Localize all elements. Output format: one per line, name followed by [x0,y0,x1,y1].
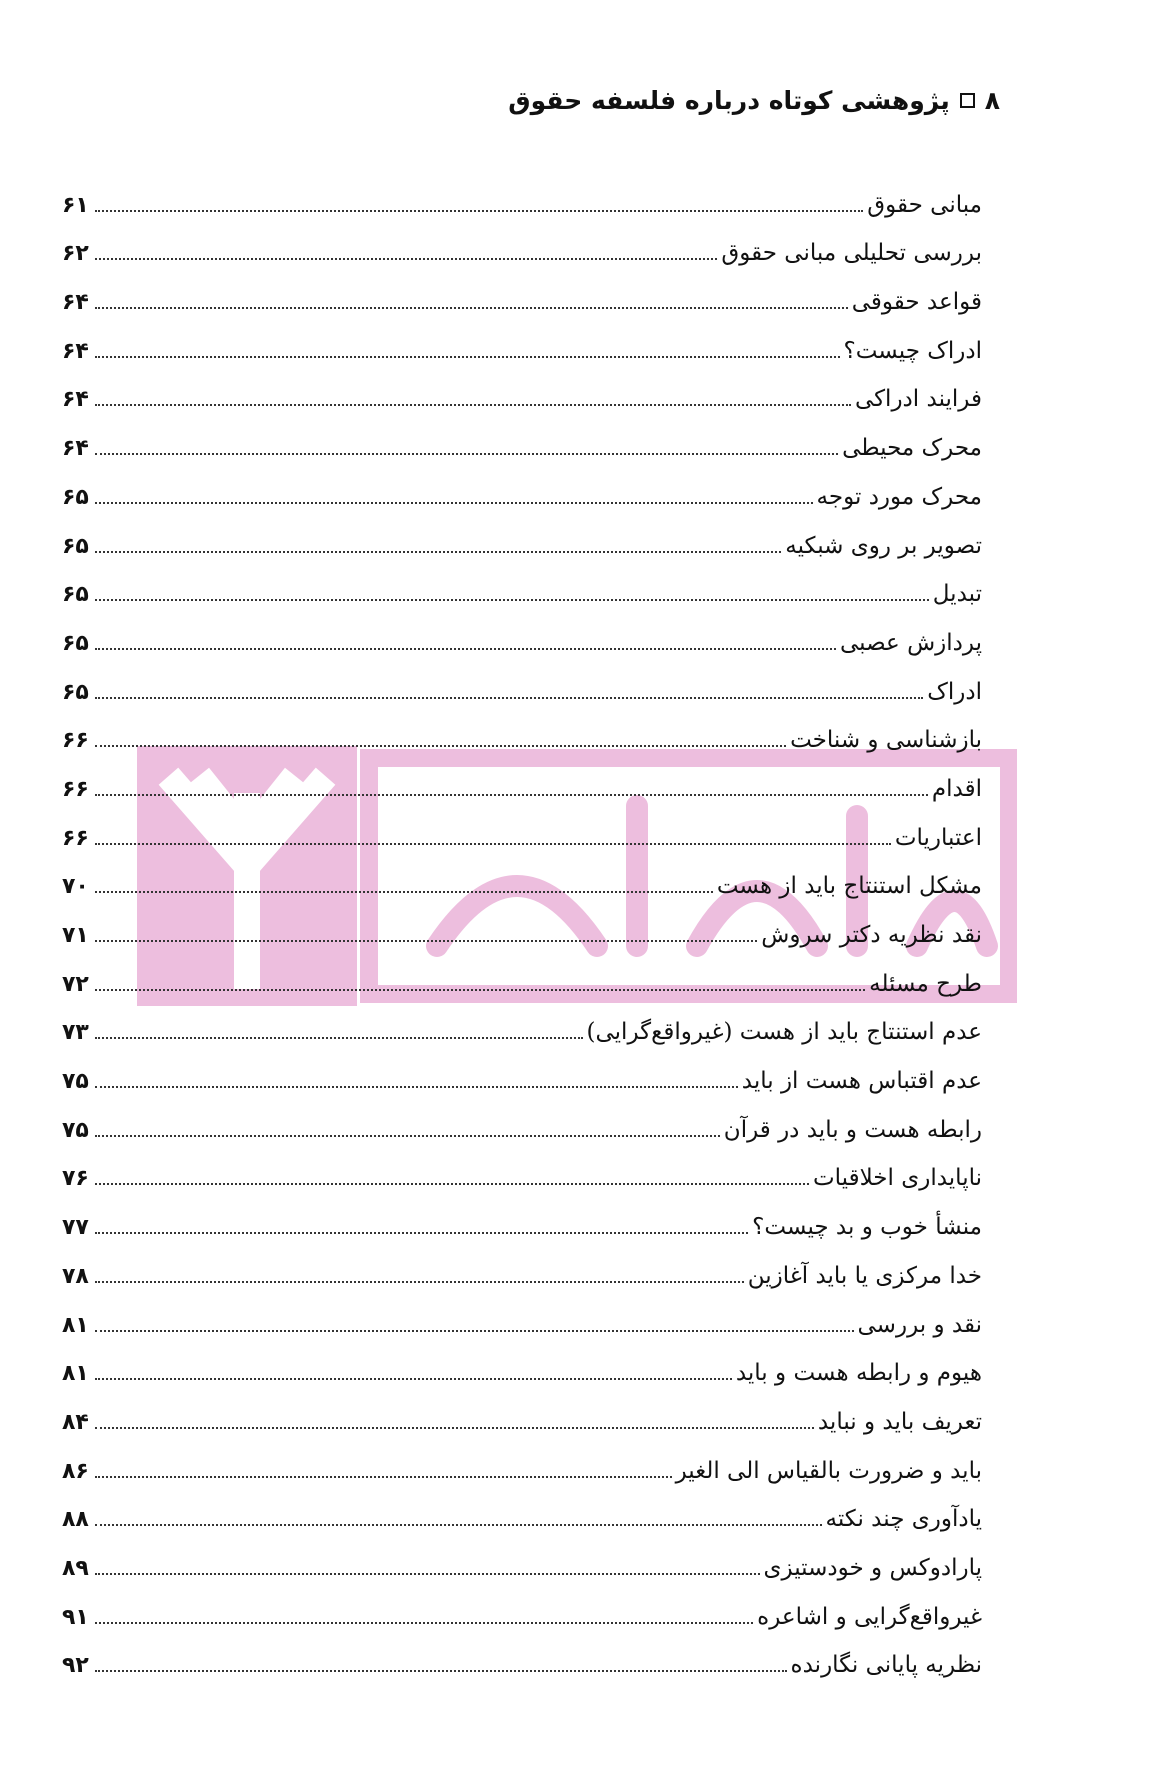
toc-entry-title: تبدیل [932,581,982,608]
toc-entry-title: ادراک چیست؟ [843,337,982,364]
toc-entry [62,411,982,460]
dot-leader [95,356,840,358]
toc-entry-page: ۶۴ [62,387,89,413]
toc-entry [62,1531,982,1580]
toc-entry-page: ۶۵ [62,533,89,559]
toc-entry-title: بررسی تحلیلی مبانی حقوق [721,240,982,267]
toc-entry-title: نظریه پایانی نگارنده [790,1652,982,1679]
toc-entry [62,606,982,655]
dot-leader [95,1281,744,1283]
toc-entry-title: تعریف باید و نباید [817,1408,982,1435]
toc-entry-title: هیوم و رابطه هست و باید [735,1360,982,1387]
dot-leader [95,940,757,942]
dot-leader [95,989,865,991]
toc-entry-title: منشأ خوب و بد چیست؟ [752,1214,982,1241]
dot-leader [95,453,838,455]
toc-entry-title: مبانی حقوق [867,191,982,218]
toc-entry-page: ۸۴ [62,1409,89,1435]
dot-leader [95,210,863,212]
toc-entry-title: محرک محیطی [842,435,982,462]
dot-leader [95,1330,854,1332]
dot-leader [95,1037,583,1039]
dot-leader [95,843,891,845]
toc-entry-title: اعتباریات [894,824,982,851]
toc-entry-page: ۷۰ [62,874,89,900]
book-title: پژوهشی کوتاه درباره فلسفه حقوق [508,86,950,115]
toc-entry [62,947,982,996]
toc-entry [62,1190,982,1239]
square-bullet-icon [960,93,975,108]
toc-entry-title: ادراک [927,678,982,705]
toc-entry [62,460,982,509]
toc-entry-page: ۷۷ [62,1215,89,1241]
dot-leader [95,1378,732,1380]
toc-entry [62,655,982,704]
dot-leader [95,404,851,406]
dot-leader [95,1427,814,1429]
toc-entry-title: غیرواقع‌گرایی و اشاعره [757,1603,982,1630]
toc-entry [62,217,982,266]
dot-leader [95,1232,748,1234]
toc-entry-page: ۸۹ [62,1555,89,1581]
toc-entry-title: نقد و بررسی [857,1311,982,1338]
toc-entry [62,898,982,947]
toc-entry-page: ۷۵ [62,1069,89,1095]
toc-entry-page: ۹۱ [62,1604,89,1630]
toc-entry-title: عدم اقتباس هست از باید [741,1068,982,1095]
toc-entry-page: ۶۵ [62,630,89,656]
dot-leader [95,551,781,553]
toc-entry-page: ۶۵ [62,484,89,510]
page-number: ۸ [984,86,1000,115]
toc-entry-page: ۹۲ [62,1653,89,1679]
toc-entry-page: ۶۴ [62,290,89,316]
toc-entry-title: پارادوکس و خودستیزی [763,1554,982,1581]
toc-entry-title: قواعد حقوقی [851,289,982,316]
dot-leader [95,1086,738,1088]
toc-entry [62,558,982,607]
dot-leader [95,794,928,796]
toc-entry-page: ۷۵ [62,1117,89,1143]
toc-entry [62,1044,982,1093]
toc-entry-title: فرایند ادراکی [854,386,982,413]
toc-entry [62,1288,982,1337]
toc-entry-title: طرح مسئله [869,970,982,997]
toc-entry-title: مشکل استنتاج باید از هست [716,873,982,900]
dot-leader [95,1476,672,1478]
toc-entry-page: ۷۱ [62,923,89,948]
dot-leader [95,258,718,260]
toc-entry-page: ۸۸ [62,1507,89,1533]
toc-entry-title: محرک مورد توجه [816,483,982,510]
toc-entry [62,509,982,558]
toc-entry-page: ۶۴ [62,338,89,364]
toc-entry-page: ۶۵ [62,582,89,608]
dot-leader [95,307,848,309]
toc-entry-title: خدا مرکزی یا باید آغازین [747,1262,982,1289]
toc-entry-title: باید و ضرورت بالقیاس الی الغیر [675,1457,982,1484]
toc-entry [62,704,982,753]
dot-leader [95,891,713,893]
dot-leader [95,697,923,699]
toc-entry [62,1239,982,1288]
toc-entry-title: رابطه هست و باید در قرآن [723,1116,982,1143]
toc-entry-page: ۶۶ [62,776,89,802]
toc-entry-page: ۷۲ [62,971,89,997]
toc-entry-page: ۶۱ [62,192,89,218]
dot-leader [95,1573,760,1575]
toc-entry [62,265,982,314]
toc-entry [62,1337,982,1386]
toc-entry [62,850,982,899]
toc-entry-page: ۶۶ [62,825,89,851]
toc-entry-page: ۶۴ [62,436,89,462]
toc-entry-title: ناپایداری اخلاقیات [812,1165,982,1192]
toc-entry [62,314,982,363]
toc-entry-page: ۷۳ [62,1020,89,1046]
toc-entry [62,1434,982,1483]
toc-entry-page: ۶۶ [62,728,89,754]
toc-entry-page: ۷۸ [62,1263,89,1289]
toc-entry-title: اقدام [931,775,982,802]
dot-leader [95,1183,809,1185]
toc-entry [62,1629,982,1678]
toc-entry [62,996,982,1045]
toc-entry [62,1093,982,1142]
toc-entry [62,363,982,412]
toc-entry-page: ۸۱ [62,1312,89,1338]
toc-entry [62,1483,982,1532]
toc-entry-title: نقد نظریه دکتر سروش [761,922,982,948]
dot-leader [95,745,786,747]
toc-entry [62,752,982,801]
toc-entry [62,801,982,850]
dot-leader [95,599,929,601]
table-of-contents [62,168,982,1677]
toc-entry [62,1580,982,1629]
toc-entry-title: تصویر بر روی شبکیه [785,532,982,559]
toc-entry-page: ۶۲ [62,241,89,267]
dot-leader [95,648,836,650]
page-header [508,86,1000,115]
dot-leader [95,1622,753,1624]
toc-entry-title: یادآوری چند نکته [825,1506,982,1533]
toc-entry [62,1142,982,1191]
toc-entry-page: ۷۶ [62,1166,89,1192]
toc-entry-page: ۸۶ [62,1458,89,1484]
toc-entry [62,168,982,217]
toc-entry-page: ۸۱ [62,1361,89,1387]
dot-leader [95,1670,787,1672]
dot-leader [95,1135,720,1137]
toc-entry-title: بازشناسی و شناخت [790,727,982,754]
dot-leader [95,502,813,504]
toc-entry [62,1385,982,1434]
toc-entry-page: ۶۵ [62,679,89,705]
toc-entry-title: پردازش عصبی [840,629,982,656]
toc-entry-title: عدم استنتاج باید از هست (غیرواقع‌گرایی) [586,1019,982,1046]
dot-leader [95,1524,822,1526]
